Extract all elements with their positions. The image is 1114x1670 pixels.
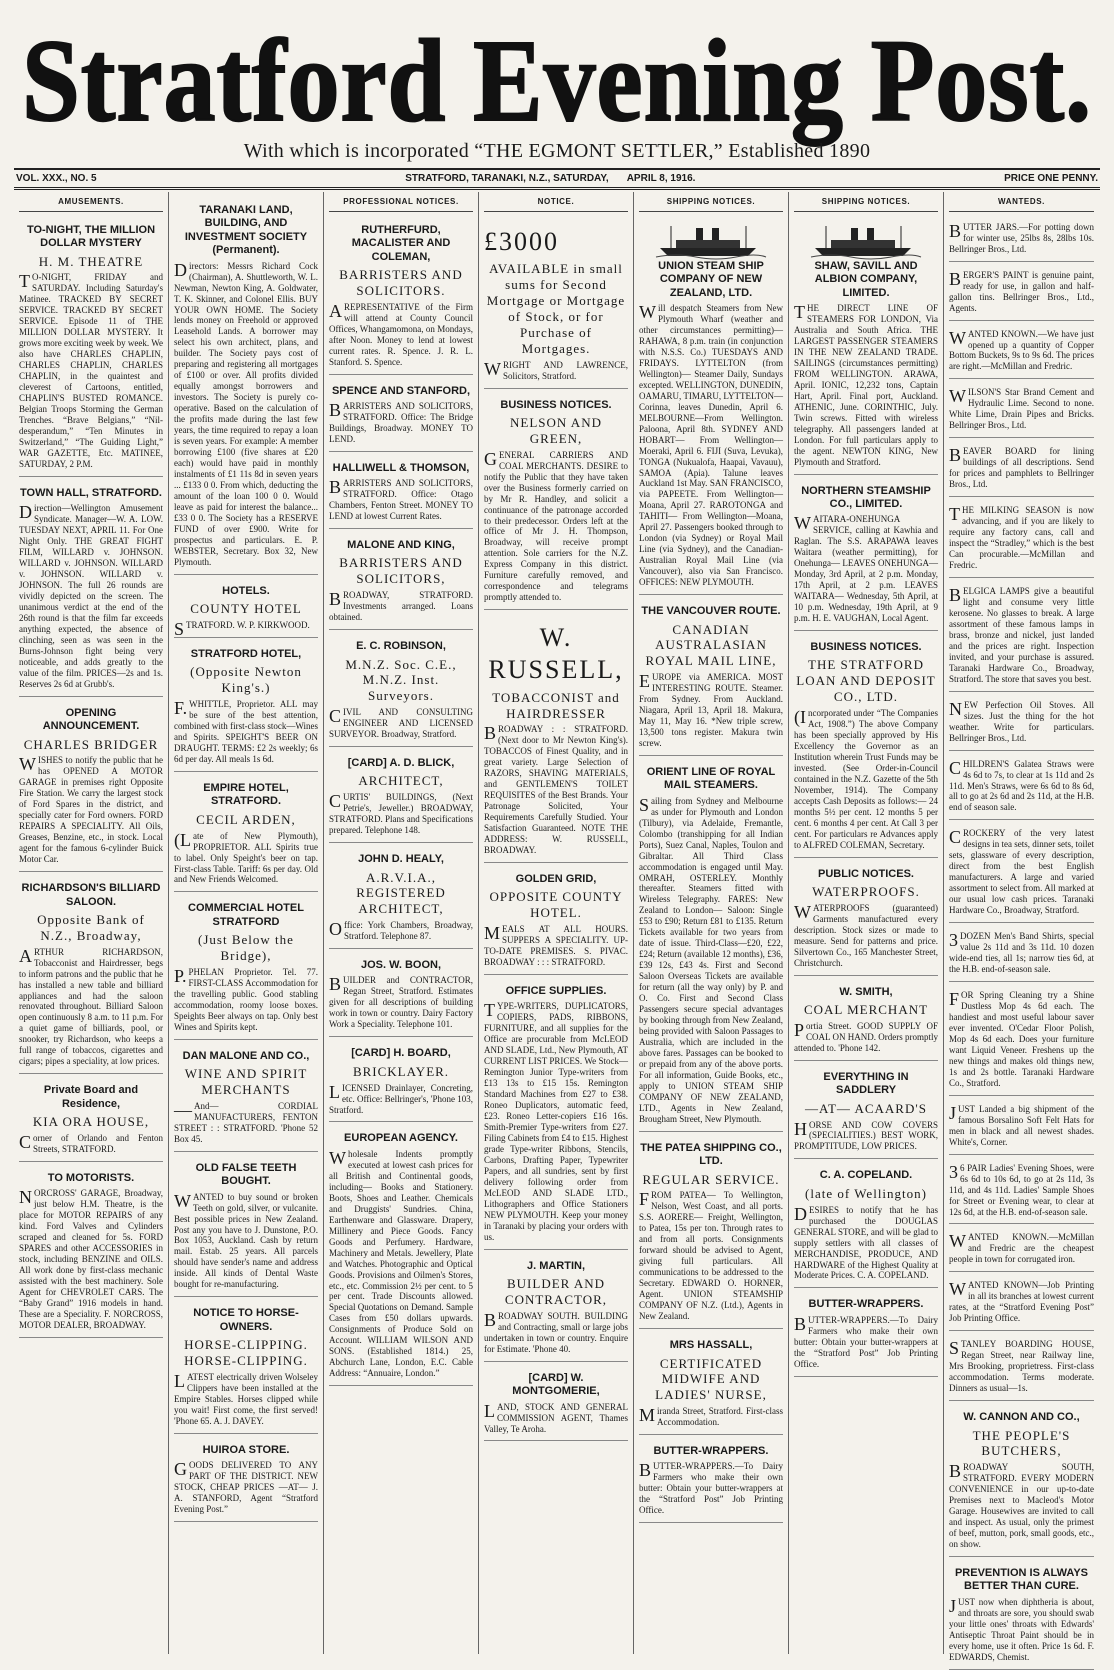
ad-title: TOWN HALL, STRATFORD. xyxy=(20,486,162,499)
ad-body: LATEST electrically driven Wolseley Clippers have been installed at the Empire Stables. Horses clipped while you wait! First come, the first served! 'Phone 65. A. J. DAVEY. xyxy=(174,1370,318,1426)
ad-body: AREPRESENTATIVE of the Firm will attend at County Council Offices, Whangamomona, on Mondays, after Noon. Money to lend at lowest current rates. R. Spence. J. R. L. Stanford. S. Spence. xyxy=(329,300,473,367)
page-columns xyxy=(14,192,1100,1662)
ad-subtitle: WATERPROOFS. xyxy=(812,883,920,899)
ad-subtitle: (Just Below the Bridge), xyxy=(198,932,294,964)
column-1 xyxy=(14,192,169,1654)
ad-subtitle: REGULAR SERVICE. xyxy=(642,1171,780,1187)
ad-title: TO MOTORISTS. xyxy=(47,1171,135,1184)
ad-body: BROADWAY SOUTH. BUILDING and Contracting, small or large jobs undertaken in town or country. Enquire for Estimate. 'Phone 40. xyxy=(484,1309,628,1354)
ad-body: WATERPROOFS (guaranteed) Garments manufactured every description. Stock sizes or made to measure. Send for patterns and price. Silvertown Co., 165 Manchester Street, Christchurch. xyxy=(794,901,938,968)
advertisement xyxy=(949,927,1094,982)
ad-subtitle: A.R.V.I.A., REGISTERED ARCHITECT, xyxy=(356,869,446,917)
steamship-icon xyxy=(656,224,766,258)
ad-body: 36 PAIR Ladies' Evening Shoes, were 6s 6d to 10s 6d, to go at 2s 11d, 3s 11d, and 4s 11d. Ladies' Sample Shoes for Street or Evening wear, to clear at 12s 6d, at the H.B. end-of-season sale. xyxy=(949,1161,1094,1217)
advertisement xyxy=(949,1561,1094,1670)
ad-body: BARRISTERS AND SOLICITORS, STRATFORD. Office: The Bridge Buildings, Broadway. MONEY TO LEND. xyxy=(329,399,473,444)
ad-title: [CARD] A. D. BLICK, xyxy=(347,756,455,769)
advertisement xyxy=(949,986,1094,1096)
ad-body: NEW Perfection Oil Stoves. All sizes. Just the thing for the hot weather. Write for particulars. Bellringer Bros., Ltd. xyxy=(949,698,1094,743)
advertisement xyxy=(949,501,1094,578)
ad-body: BARRISTERS AND SOLICITORS, STRATFORD. Office: Otago Chambers, Fenton Street. MONEY TO LEND at lowest Current Rates. xyxy=(329,477,473,522)
ad-subtitle: AVAILABLE in small sums for Second Mortgage or Mortgage of Stock, or for Purchase of Mortgages. xyxy=(486,261,626,356)
ad-title: [CARD] W. MONTGOMERIE, xyxy=(512,1371,600,1398)
ad-body: FROM PATEA— To Wellington, Nelson, West Coast, and all ports. S.S. AORERE— Freight, Wellington, to Patea, 15s per ton. Through rates to and from all ports. Consignments forward should be advised to Agent, giving full particulars. All communications to be addressed to the Secretary. EDWARD O. HORNER, Agent. UNION STEAMSHIP COMPANY OF N.Z. (Ltd.), Agents in New Zealand. xyxy=(639,1189,783,1322)
ad-subtitle: M.N.Z. Soc. C.E., M.N.Z. Inst. Surveyors. xyxy=(345,656,457,704)
ad-body: BERGER'S PAINT is genuine paint, ready for use, in gallon and half-gallon tins. Bellringer Bros., Ltd., Agents. xyxy=(949,268,1094,313)
ad-body: LICENSED Drainlayer, Concreting, etc. Office: Bellringer's, 'Phone 103, Stratford. xyxy=(329,1081,473,1115)
advertisement xyxy=(484,1254,628,1362)
column-heading: AMUSEMENTS. xyxy=(19,194,163,212)
ad-body: TYPE-WRITERS, DUPLICATORS, COPIERS, PADS, RIBBONS, FURNITURE, and all supplies for the Office are procurable from McLEOD AND SLADE, Ltd., New Plymouth, AT CURRENT LIST PRICES. We Stock— Remington Junior Type-writers from £13 13s to £15 15s. Remington Standard Machines from £27 to £38. Roneo Duplicators, automatic feed, £23. Roneo Letter-copiers £16 16s. Smith-Premier Type-writers from £27. Filing Cabinets from £4 to £15. Highest grade Type-writer Ribbons, Stencils, Carbons, Drafting Paper, Typewriter Papers, and all sundries, sent by first delivery following order from McLEOD AND SLADE LTD., Lithographers and Office Stationers NEW PLYMOUTH. Keep your money in Taranaki by placing your orders with us. xyxy=(484,1000,628,1242)
advertisement xyxy=(639,218,783,595)
ad-body: MEALS AT ALL HOURS. SUPPERS A SPECIALITY. UP-TO-DATE PREMISES. S. PIVAC. BROADWAY : : : STRATFORD. xyxy=(484,923,628,968)
advertisement xyxy=(329,379,473,452)
ad-body: BELGICA LAMPS give a beautiful light and consume very little kerosene. No glasses to break. A large assortment of these famous lamps in brass, bronze and nickel, just landed and the prices are right. Inspection invited, and your purchase is assured. Taranaki Hardware Co., Broadway, Stratford. The store that saves you best. xyxy=(949,584,1094,684)
ad-title: JOHN D. HEALY, xyxy=(358,853,444,866)
advertisement xyxy=(794,1065,938,1160)
ad-title: GOLDEN GRID, xyxy=(515,873,597,886)
advertisement xyxy=(794,635,938,858)
ad-subtitle: CECIL ARDEN, xyxy=(196,811,296,827)
ad-title: STRATFORD HOTEL, xyxy=(190,647,302,660)
ad-body: Wholesale Indents promptly executed at lowest cash prices for all British and Continental goods, including— Books and Stationery. Boots, Shoes and Leather. Chemicals and Druggists' Sundries. China, Earthenware and Glassware. Drapery, Millinery and Piece Goods. Fancy Goods and Perfumery. Hardware, Machinery and Metals. Jewellery, Plate and Watches. Photographic and Optical Goods. Provisions and Oilmen's Stores, etc., etc. Commission 2½ per cent. to 5 per cent. Trade Discounts allowed. Special Quotations on Demand. Sample Cases from £50 dollars upwards. Consignments of Produce Sold on Account. WILLIAM WILSON AND SONS. (Established 1814.) 25, Abchurch Lane, London, E.C. Cable Address: “Annuaire, London.” xyxy=(329,1147,473,1379)
advertisement xyxy=(949,824,1094,923)
ad-body: —And— CORDIAL MANUFACTURERS, FENTON STREET : : STRATFORD. 'Phone 52 Box 45. xyxy=(174,1099,318,1144)
ad-title: BUTTER-WRAPPERS. xyxy=(808,1298,924,1311)
column-5 xyxy=(634,192,789,1654)
ad-body: CHILDREN'S Galatea Straws were 4s 6d to 7s, to clear at 1s 11d and 2s 11d. Men's Straws, were 6s 6d to 8s 6d, all to go at 2s 6d and 2s 11d, at the H.B. end of season sale. xyxy=(949,757,1094,813)
advertisement xyxy=(484,614,628,863)
ad-body: BUILDER and CONTRACTOR, Regan Street, Stratford. Estimates given for all descriptions of building work in town or country. Dairy Factory Work a Speciality. Telephone 101. xyxy=(329,974,473,1030)
ad-body: JUST Landed a big shipment of the famous Borsalino Soft Felt Hats for men in black and all newest shades. White's, Corner. xyxy=(949,1102,1094,1147)
ad-body: CROCKERY of the very latest designs in tea sets, dinner sets, toilet sets, glassware of every description, direct from the best English manufacturers. A large and varied assortment to select from. All marked at our usual low cash prices. Taranaki Hardware Co., Broadway, Stratford. xyxy=(949,827,1094,916)
advertisement xyxy=(949,1276,1094,1331)
ad-body: ARTHUR RICHARDSON, Tobacconist and Hairdresser, begs to inform patrons and the public that he has installed a new table and billiard appliances and had the saloon renovated throughout. Billiard Saloon open continuously 8 a.m. to 11 p.m. For a quiet game of billiards, pool, or snooker, try Richardson, who keeps a full range of tobaccos, cigarettes and cigars; pipes a speciality, at low prices. xyxy=(19,945,163,1067)
ad-subtitle: THE STRATFORD LOAN AND DEPOSIT CO., LTD. xyxy=(796,657,936,705)
ad-subtitle: H. M. THEATRE xyxy=(38,253,144,269)
ad-body: EUROPE via AMERICA. MOST INTERESTING ROUTE. Steamer. From Sydney. From Auckland. Niagara, April 13, April 18. Makura, May 11, May 16. *New triple screw, 13,500 tons register. Makura twin screw. xyxy=(639,671,783,748)
ad-body: NORCROSS' GARAGE, Broadway, just below H.M. Theatre, is the place for MOTOR REPAIRS of any kind. Ford Valves and Cylinders scraped and cleaned for 5s. FORD SPARES and other ACCESSORIES in stock, including BENZINE and OILS. All work done by first-class mechanic assisted with the best machinery. Sole Agent for CHEVROLET CARS. The “Baby Grand” 1916 models in hand. These are a Speciality. F. NORCROSS, MOTOR DEALER, BROADWAY. xyxy=(19,1187,163,1330)
ad-body: DESIRES to notify that he has purchased the DOUGLAS GENERAL STORE, and will be glad to supply settlers with all classes of MERCHANDISE, PRODUCE, AND HARDWARE of the Highest Quality at Moderate Prices. C. A. COPELAND. xyxy=(794,1203,938,1281)
ad-title: DAN MALONE AND CO., xyxy=(182,1049,310,1062)
advertisement xyxy=(19,701,163,872)
advertisement xyxy=(329,533,473,630)
ad-title: MRS HASSALL, xyxy=(669,1339,753,1352)
place: STRATFORD, TARANAKI, N.Z., SATURDAY, xyxy=(405,173,609,184)
advertisement xyxy=(174,579,318,638)
ad-title: W. CANNON AND CO., xyxy=(963,1411,1080,1424)
advertisement xyxy=(19,1078,163,1162)
ad-subtitle: BRICKLAYER. xyxy=(352,1063,450,1079)
ad-body: Direction—Wellington Amusement Syndicate. Manager—W. A. LOW. TUESDAY NEXT, APRIL 11. For One Night Only. THE GREAT FIGHT FILM, WILLARD v. JOHNSON. WILLARD v. JOHNSON. WILLARD v. JOHNSON. WILLARD v. JOHNSON. The full 26 rounds are vividly depicted on the screen. The unanimous verdict at the end of the 26th round is that the film far exceeds anything expected, the absence of clinching, seen as was seen in the Burns-Johnson fight being very noticeable, and adds greatly to the value of the film. PRICES—2s and 1s. Reserves 2s 6d at Grubb's. xyxy=(19,502,163,689)
ad-body: WANTED to buy sound or broken Teeth on gold, silver, or vulcanite. Best possible prices in New Zealand. Post any you have to J. Dunstone, P.O. Box 1053, Auckland. Cash by return mail. Estab. 25 years. All parcels should have sender's name and address inside. All kinds of Dental Waste bought for re-manufacturing. xyxy=(174,1190,318,1290)
advertisement xyxy=(949,266,1094,321)
advertisement xyxy=(19,1166,163,1338)
ad-title: W. RUSSELL, xyxy=(488,623,624,684)
ad-body: WANTED KNOWN—Job Printing in all its branches at lowest current rates, at the “Stratford Evening Post” Job Printing Office. xyxy=(949,1279,1094,1324)
ad-title: W. SMITH, xyxy=(839,985,893,998)
ad-title: MALONE AND KING, xyxy=(347,539,455,552)
ad-title: J. MARTIN, xyxy=(526,1259,586,1272)
price: PRICE ONE PENNY. xyxy=(1004,173,1098,184)
advertisement xyxy=(329,953,473,1037)
advertisement xyxy=(949,582,1094,692)
ad-body: THE MILKING SEASON is now advancing, and if you are likely to require any factory cans, call and inspect the “Stradley,” which is the best Can procurable.—McMillan and Fredric. xyxy=(949,504,1094,570)
advertisement xyxy=(174,1438,318,1522)
advertisement xyxy=(639,1333,783,1435)
ad-title: NOTICE TO HORSE-OWNERS. xyxy=(193,1307,299,1333)
advertisement xyxy=(794,218,938,475)
advertisement xyxy=(949,1405,1094,1557)
advertisement xyxy=(329,218,473,375)
ad-subtitle: TOBACCONIST and HAIRDRESSER xyxy=(492,689,620,721)
ad-subtitle: (late of Wellington) xyxy=(805,1185,927,1201)
ad-title: PUBLIC NOTICES. xyxy=(818,867,914,880)
ad-title: EVERYTHING IN SADDLERY xyxy=(823,1070,909,1097)
ad-title: SPENCE AND STANFORD, xyxy=(331,384,471,397)
advertisement xyxy=(794,980,938,1061)
masthead-title-art xyxy=(14,8,1100,147)
advertisement xyxy=(949,1228,1094,1272)
ad-body: WANTED KNOWN.—We have just opened up a quantity of Copper Bottom Buckets, 9s to 9s 6d. The prices are right.—McMillan and Fredric. xyxy=(949,327,1094,372)
advertisement xyxy=(794,1163,938,1288)
ad-body: TO-NIGHT, FRIDAY and SATURDAY. Including Saturday's Matinee. TRACKED BY SECRET SERVICE. TRACKED BY SECRET SERVICE. Episode 11 of THE MILLION DOLLAR MYSTERY. It grows more exciting week by week. We also have CHARLES CHAPLIN, CHARLES CHAPLIN, CHARLES CHAPLIN, in the quaintest and cleverest of Cartoons, entitled, CHAPLIN'S BUSTED ROMANCE. Belgian Troops Storming the German Trenches. “Brave Belgians,” “Nil-desperandum,” “Ten Minutes in Switzerland,” “The Guiding Light,” WAR GAZETTE, Etc. MATINEE, SATURDAY, 2 P.M. xyxy=(19,271,163,469)
ad-title: OFFICE SUPPLIES. xyxy=(505,985,607,998)
ad-title: JOS. W. BOON, xyxy=(360,959,442,972)
ad-body: CURTIS' BUILDINGS, (Next Petrie's, Jeweller.) BROADWAY, STRATFORD. Plans and Specifications prepared. Telephone 148. xyxy=(329,791,473,836)
ad-title: HOTELS. xyxy=(222,584,270,597)
ad-title: RICHARDSON'S BILLIARD SALOON. xyxy=(21,882,161,908)
ad-body: WANTED KNOWN.—McMillan and Fredric are the cheapest people in town for corrugated iron. xyxy=(949,1231,1094,1265)
advertisement xyxy=(484,979,628,1250)
advertisement xyxy=(174,1156,318,1298)
advertisement xyxy=(949,383,1094,438)
column-2 xyxy=(169,192,324,1654)
ad-body: FOR Spring Cleaning try a Shine Dustless Mop 4s 6d each. The handiest and most useful labour saver ever invented. O'Cedar Floor Polish, Mop 4s 6d each. Does your furniture want Liquid Veneer. Freshens up the new things and makes old things new, 1s and 2s bottle. Taranaki Hardware Co., Stratford. xyxy=(949,989,1094,1088)
ad-body: P.PHELAN Proprietor. Tel. 77. FIRST-CLASS Accommodation for the travelling public. Good stabling accommodation, roomy loose boxes. Speights Beer always on tap. Only best Wines and Spirits kept. xyxy=(174,965,318,1032)
advertisement xyxy=(949,218,1094,262)
ad-title: [CARD] H. BOARD, xyxy=(351,1047,451,1060)
ad-body: Directors: Messrs Richard Cock (Chairman), A. Shuttleworth, W. L. Newman, Newton King, A. Goldwater, T. K. Skinner, and Colonel Ellis. BUY YOUR OWN HOME. The Society lends money on Freehold or approved Leasehold Lands. A borrower may select his own architect, plans, and builder. The Society pays cost of preparing and registering all mortgages of £100 or over. All profits divided equally amongst borrowers and investors. The Society is purely co-operative. Based on the calculation of the profits made during the last few years, the time required to repay a loan is seven years. For example: A member borrowing £100 (five shares at £20 each) would have paid in monthly instalments of £1 11s 8d in seven years ... £133 0 0. From which, deducting the amount of the loan 100 0 0. Would leave as paid for interest the balance... £33 0 0. The Society has a RESERVE FUND of over £900. Write for prospectus and particulars. E. P. WEBSTER, Secretary. Box 32, New Plymouth. xyxy=(174,259,318,567)
ad-body: F.WHITTLE, Proprietor. ALL may be sure of the best attention, combined with first-class stock—Wines and Spirits. SPEIGHT'S BEER ON DRAUGHT. TERMS: £2 2s weekly; 6s 6d per day. All meals 1s 6d. xyxy=(174,698,318,764)
advertisement xyxy=(484,867,628,975)
advertisement xyxy=(639,599,783,756)
advertisement xyxy=(329,751,473,843)
ad-title: TARANAKI LAND, BUILDING, AND INVESTMENT SOCIETY (Permanent). xyxy=(184,204,308,257)
ad-title: PREVENTION IS ALWAYS BETTER THAN CURE. xyxy=(954,1566,1089,1593)
ad-title: BUSINESS NOTICES. xyxy=(500,398,612,411)
ad-body: Miranda Street, Stratford. First-class Accommodation. xyxy=(639,1405,783,1428)
ad-body: (Late of New Plymouth), PROPRIETOR. ALL Spirits true to label. Only Speight's beer on tap. First-class Table. Tariff: 6s per day. Old and New Friends Welcomed. xyxy=(174,829,318,885)
advertisement xyxy=(174,1301,318,1433)
ad-title: ORIENT LINE OF ROYAL MAIL STEAMERS. xyxy=(646,765,776,792)
ad-subtitle: (Opposite Newton King's.) xyxy=(190,664,302,696)
advertisement xyxy=(794,479,938,632)
advertisement xyxy=(949,755,1094,821)
ad-body: STRATFORD. W. P. KIRKWOOD. xyxy=(174,619,310,640)
ad-title: BUTTER-WRAPPERS. xyxy=(653,1445,769,1458)
ad-body: THE DIRECT LINE OF STEAMERS FOR LONDON, Via Australia and South Africa. THE LARGEST PASSENGER STEAMERS IN THE NEW ZEALAND TRADE. SAILINGS (circumstances permitting) FROM WELLINGTON. ARAWA, April. IONIC, 12,232 tons, Captain Hart, April. Final port, Auckland. ATHENIC, June. CORINTHIC, July. Twin screws. Fitted with wireless telegraphy. All passengers landed at London. For full particulars apply to the agent. NEWTON KING, New Plymouth and Stratford. xyxy=(794,301,938,467)
ad-body: BEAVER BOARD for lining buildings of all descriptions. Send for prices and pamphlets to Bellringer Bros., Ltd. xyxy=(949,445,1094,490)
ad-body: WILSON'S Star Brand Cement and Hydraulic Lime. Second to none. White Lime, Drain Pipes and Bricks. Bellringer Bros., Ltd. xyxy=(949,386,1094,431)
ad-title: UNION STEAM SHIP COMPANY OF NEW ZEALAND, LTD. xyxy=(658,259,764,299)
ad-body: BUTTER JARS.—For potting down for winter use, 25lbs 8s, 28lbs 10s. Bellringer Bros., Ltd. xyxy=(949,220,1094,254)
advertisement xyxy=(949,1335,1094,1401)
advertisement xyxy=(329,456,473,529)
advertisement xyxy=(19,481,163,697)
ad-body: LAND, STOCK AND GENERAL COMMISSION AGENT, Thames Valley, Te Aroha. xyxy=(484,1400,628,1434)
advertisement xyxy=(794,862,938,976)
advertisement xyxy=(949,696,1094,751)
advertisement xyxy=(329,634,473,747)
ad-body: (Incorporated under “The Companies Act, 1908.”) The above Company has been specially approved by His Excellency the Governor as an Institution wherein Trust Funds may be invested. (See Order-in-Council contained in the N.Z. Gazette of the 5th November, 1914). The Company accepts Cash Deposits as follows:— 24 months 5½ per cent. 12 months 5 per cent. 6 months 4 per cent. At Call 3 per cent. For particulars re Advances apply to ALFRED COLEMAN, Secretary. xyxy=(794,706,938,850)
ad-subtitle: COAL MERCHANT xyxy=(803,1002,929,1018)
ad-subtitle: ARCHITECT, xyxy=(358,773,444,789)
advertisement xyxy=(329,847,473,949)
dateline xyxy=(14,168,1100,190)
ad-subtitle: THE PEOPLE'S BUTCHERS, xyxy=(972,1427,1071,1459)
ad-subtitle: OPPOSITE COUNTY HOTEL. xyxy=(489,889,623,921)
ad-body: Office: York Chambers, Broadway, Stratford. Telephone 87. xyxy=(329,919,473,942)
incorporated-line: With which is incorporated “THE EGMONT SETTLER,” Established 1890 xyxy=(243,140,871,162)
masthead xyxy=(14,8,1100,148)
advertisement xyxy=(19,876,163,1074)
advertisement xyxy=(174,1044,318,1152)
ad-title: OLD FALSE TEETH BOUGHT. xyxy=(195,1161,297,1188)
ad-title: COMMERCIAL HOTEL STRATFORD xyxy=(188,902,304,928)
ad-body: BUTTER-WRAPPERS.—To Dairy Farmers who make their own butter: Obtain your butter-wrappers at the “Stratford Post” Job Printing Office. xyxy=(794,1313,938,1369)
ad-title: SHAW, SAVILL AND ALBION COMPANY, LIMITED. xyxy=(814,259,918,299)
ad-body: WRIGHT AND LAWRENCE, Solicitors, Stratford. xyxy=(484,358,628,381)
ad-title: £3000 xyxy=(484,226,559,256)
ad-subtitle: Opposite Bank of N.Z., Broadway, xyxy=(37,911,145,943)
ad-subtitle: BUILDER AND CONTRACTOR, xyxy=(504,1276,608,1308)
column-4 xyxy=(479,192,634,1654)
ad-body: BROADWAY : : STRATFORD. (Next door to Mr Newton King's). TOBACCOS of Finest Quality, and in great variety. Large Selection of RAZORS, SHAVING MATERIALS, and GENTLEMEN'S TOILET REQUISITES of the Best Brands. Your Patronage Solicited, Your Requirements Carefully Studied. Your Satisfaction Guaranteed. NOTE THE ADDRESS: W. RUSSELL, BROADWAY. xyxy=(484,723,628,856)
advertisement xyxy=(949,1100,1094,1155)
column-heading: SHIPPING NOTICES. xyxy=(794,194,938,212)
advertisement xyxy=(174,896,318,1039)
ad-subtitle: CANADIAN AUSTRALASIAN ROYAL MAIL LINE, xyxy=(645,621,777,669)
volume-number: VOL. XXX., NO. 5 xyxy=(16,173,97,184)
ad-title: NORTHERN STEAMSHIP CO., LIMITED. xyxy=(801,484,931,510)
place-date xyxy=(405,173,695,184)
ad-title: C. A. COPELAND. xyxy=(819,1169,913,1182)
ad-title: THE VANCOUVER ROUTE. xyxy=(641,605,781,618)
column-heading: PROFESSIONAL NOTICES. xyxy=(329,194,473,212)
ad-title: HUIROA STORE. xyxy=(202,1443,290,1456)
ad-subtitle: CHARLES BRIDGER xyxy=(23,736,159,752)
advertisement xyxy=(794,1292,938,1376)
advertisement xyxy=(329,1126,473,1386)
column-heading: WANTEDS. xyxy=(949,194,1094,212)
advertisement xyxy=(484,393,628,611)
advertisement xyxy=(329,1041,473,1122)
ad-title: RUTHERFURD, MACALISTER AND COLEMAN, xyxy=(351,223,451,263)
ad-title: EUROPEAN AGENCY. xyxy=(344,1132,458,1145)
advertisement xyxy=(174,642,318,772)
ad-body: JUST now when diphtheria is about, and throats are sore, you should swab your little ones' throats with Edwards' Antiseptic Throat Paint should be in every home, use it often. Price 1s 6d. F. EDWARDS, Chemist. xyxy=(949,1595,1094,1662)
ad-subtitle: —AT— ACAARD'S xyxy=(805,1100,927,1116)
ad-body: BUTTER-WRAPPERS.—To Dairy Farmers who make their own butter: Obtain your butter-wrappers at the “Stratford Post” Job Printing Office. xyxy=(639,1460,783,1516)
ad-subtitle: WINE AND SPIRIT MERCHANTS xyxy=(184,1066,308,1098)
column-6 xyxy=(789,192,944,1654)
ad-body: GOODS DELIVERED TO ANY PART OF THE DISTRICT. NEW STOCK, CHEAP PRICES —AT— J. A. STANFORD, Agent “Stratford Evening Post.” xyxy=(174,1459,318,1514)
column-3 xyxy=(324,192,479,1654)
ad-body: GENERAL CARRIERS AND COAL MERCHANTS. DESIRE to notify the Public that they have taken over the Business formerly carried on by Mr R. Handley, and solicit a continuance of the patronage accorded to their predecessor. Orders left at the office of Mr J. H. Thompson, Broadway, will receive prompt attention. Sole carriers for the N.Z. Express Company in this district. Furniture carefully removed, and correspondence and telegrams promptly attended to. xyxy=(484,448,628,603)
ad-body: Corner of Orlando and Fenton Streets, STRATFORD. xyxy=(19,1131,163,1154)
advertisement xyxy=(484,218,628,389)
steamship-icon xyxy=(811,224,921,258)
ad-body: CIVIL AND CONSULTING ENGINEER AND LICENSED SURVEYOR. Broadway, Stratford. xyxy=(329,706,473,740)
ad-body: STANLEY BOARDING HOUSE, Regan Street, near Railway line, Mrs Brooking, proprietress. First-class accommodation. Terms moderate. Dinners as usual—1s. xyxy=(949,1338,1094,1394)
ad-title: TO-NIGHT, THE MILLION DOLLAR MYSTERY xyxy=(26,223,156,250)
advertisement xyxy=(174,198,318,575)
ad-body: HORSE AND COW COVERS (SPECIALITIES.) BEST WORK, PROMPTITUDE, LOW PRICES. xyxy=(794,1118,938,1152)
advertisement xyxy=(639,760,783,1132)
date: APRIL 8, 1916. xyxy=(626,173,696,184)
column-heading: NOTICE. xyxy=(484,194,628,212)
advertisement xyxy=(639,1136,783,1329)
ad-body: 3DOZEN Men's Band Shirts, special value 2s 11d and 3s 11d. 10 dozen wide-end ties, all 1s; narrow ties 6d, at the H.B. end-of-season sale. xyxy=(949,930,1094,975)
ad-title: THE PATEA SHIPPING CO., LTD. xyxy=(640,1141,782,1168)
ad-subtitle: NELSON AND GREEN, xyxy=(510,414,602,446)
ad-body: BROADWAY, STRATFORD. Investments arranged. Loans obtained. xyxy=(329,589,473,623)
advertisement xyxy=(174,776,318,893)
ad-title: BUSINESS NOTICES. xyxy=(810,641,922,653)
ad-title: EMPIRE HOTEL, STRATFORD. xyxy=(203,781,289,808)
ad-body: Sailing from Sydney and Melbourne as under for Plymouth and London (Tilbury), via Adelaide, Fremantle, Colombo (transhipping for all Indian Ports), Suez Canal, Naples, Toulon and Gibraltar. All Third Class accommodation is engaged until May. OMRAH, OSTERLEY. Monthly thereafter. Steamers fitted with Wireless Telegraphy. FARES: New Zealand to London— Saloon: Single £53 to £90; Return £81 to £135. Return Tickets available for two years from date of issue. Third-Class—£20, £22, £24; Return (available 12 months), £36, £39 12s, £43 4s. First and Second Saloon Overseas Tickets are available for return (all the way only) by P. and O. Co. First and Second Class Passengers secure special advantages by booking through from New Zealand, being provided with Saloon Passages to Australia, which are included in the above fares. Passages can be booked to or prepaid from any of the above ports. For all information, Guide Books, etc., apply to UNION STEAM SHIP COMPANY OF NEW ZEALAND, LTD., Agents in New Zealand, Brougham Street, New Plymouth. xyxy=(639,794,783,1124)
advertisement xyxy=(949,1159,1094,1225)
advertisement xyxy=(949,325,1094,380)
ad-title: E. C. ROBINSON, xyxy=(356,640,446,653)
ad-subtitle: COUNTY HOTEL xyxy=(190,601,302,617)
ad-body: BROADWAY SOUTH, STRATFORD. EVERY MODERN CONVENIENCE in our up-to-date Premises next to Macleod's Motor Garage. Housewives are invited to call and inspect. As usual, only the primest of beef, mutton, pork, small goods, etc., on show. xyxy=(949,1461,1094,1549)
advertisement xyxy=(639,1439,783,1523)
advertisement xyxy=(484,1366,628,1442)
ad-subtitle: BARRISTERS AND SOLICITORS, xyxy=(339,555,463,587)
advertisement xyxy=(19,218,163,477)
ad-body: WAITARA-ONEHUNGA SERVICE, calling at Kawhia and Raglan. The S.S. ARAPAWA leaves Waitara (weather permitting), for Onehunga— LEAVES ONEHUNGA— Monday, 3rd April, at 2 p.m. Monday, 17th April, at 2 p.m. LEAVES WAITARA— Wednesday, 5th April, at 10 p.m. Wednesday, 19th April, at 9 p.m. H. E. VAUGHAN, Local Agent. xyxy=(794,513,938,624)
column-7 xyxy=(944,192,1099,1662)
ad-title: OPENING ANNOUNCEMENT. xyxy=(42,706,140,733)
advertisement xyxy=(949,442,1094,497)
masthead-title: Stratford Evening Post. xyxy=(22,16,1092,147)
ad-subtitle: KIA ORA HOUSE, xyxy=(32,1114,150,1130)
ad-body: Portia Street. GOOD SUPPLY OF COAL ON HAND. Orders promptly attended to. 'Phone 142. xyxy=(794,1019,938,1053)
ad-subtitle: HORSE-CLIPPING. HORSE-CLIPPING. xyxy=(184,1337,308,1368)
ad-title: HALLIWELL & THOMSON, xyxy=(332,461,470,474)
ad-body: Will despatch Steamers from New Plymouth Wharf (weather and other circumstances permitting)— RAHAWA, 8 p.m. train (in conjunction with N.S.S. Co.) TUESDAYS AND FRIDAYS. LYTTELTON (from Wellington)— Steamer Daily, Sundays excepted. WELLINGTON, DUNEDIN, OAMARU, TIMARU, LYTTELTON— Corinna, leaves Dunedin, April 6. MELBOURNE—From Wellington. Paloona, April 8th. SYDNEY AND HOBART— From Wellington—Moeraki, April 6. FIJI (Suva, Levuka), TONGA (Nukualofa, Haapai, Vavauu), SAMOA (Apia). Talune leaves Auckland 1st May. SAN FRANCISCO, via PAPEETE. From Wellington—Moana, April 27. RAROTONGA and TAHITI— From Wellington—Moana, April 27. Passengers booked through to London (via Sydney) or Royal Mail Line (via Sydney), and the Canadian-Australian Royal Mail Line (via Vancouver), also via San Francisco. OFFICES: NEW PLYMOUTH. xyxy=(639,301,783,588)
ad-subtitle: BARRISTERS AND SOLICITORS. xyxy=(339,266,463,298)
ad-title: Private Board and Residence, xyxy=(43,1084,139,1110)
ad-subtitle: CERTIFICATED MIDWIFE AND LADIES' NURSE, xyxy=(655,1355,767,1403)
column-heading: SHIPPING NOTICES. xyxy=(639,194,783,212)
ad-body: WISHES to notify the public that he has OPENED A MOTOR GARAGE in premises right Opposite Fire Station. We carry the largest stock of Ford Spares in the district, and specially cater for Ford owners. FORD REPAIRS A SPECIALITY. All Oils, Greases, Benzine, etc., in stock. Local agent for the famous 6-cylinder Buick Motor Car. xyxy=(19,754,163,865)
